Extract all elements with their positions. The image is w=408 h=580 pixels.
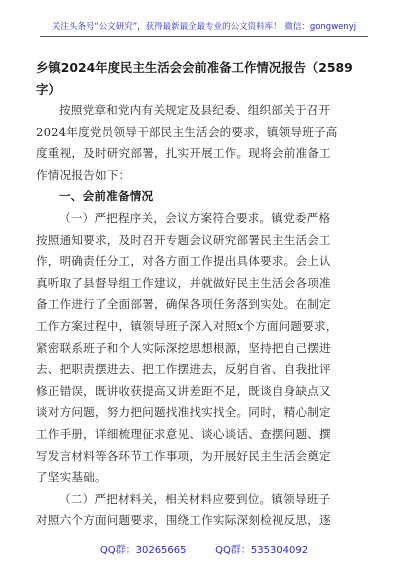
body-line: 备工作进行了全面部署，确保各项任务落到实处。在制定 <box>36 297 331 312</box>
body-line: 按照党章和党内有关规定及县纪委、组织部关于召开 <box>59 103 331 117</box>
section-heading: 一、会前准备情况 <box>59 189 154 204</box>
header-note: 关注头条号“公文研究”，获得最新最全最专业的公文资料库！ 微信：gongwenyj <box>51 22 357 32</box>
body-line: 工作方案过程中，镇领导班子深入对照x个方面问题要求， <box>36 318 338 333</box>
body-line: 按照通知要求，及时召开专题会议研究部署民主生活会工 <box>36 232 331 247</box>
footer-note <box>0 541 408 556</box>
body-line: 度重视，及时研究部署，扎实开展工作。现将会前准备工 <box>36 146 331 161</box>
body-line: 对照六个方面问题要求，围绕工作实际深刻检视反思，逐 <box>36 513 331 528</box>
body-line: 修正错误，既讲收获提高又讲差距不足，既谈自身缺点又 <box>36 383 331 398</box>
title-line-1: 乡镇2024年度民主生活会会前准备工作情况报告（2589 <box>36 60 353 75</box>
document-title <box>36 57 374 101</box>
qq-value-2: 535304092 <box>250 545 309 556</box>
title-line-2: 字） <box>36 82 61 97</box>
body-line: 真听取了县督导组工作建议，并就做好民主生活会各项准 <box>36 275 331 290</box>
body-line: 作，明确责任分工，对各方面工作提出具体要求。会上认 <box>36 254 331 269</box>
body-line: 工作手册，详细梳理征求意见、谈心谈话、查摆问题、撰 <box>36 426 331 441</box>
header-divider <box>40 36 368 37</box>
body-line: 写发言材料等各环节工作事项，为开展好民主生活会奠定 <box>36 448 331 463</box>
qq-label-1: QQ群： <box>99 545 136 556</box>
document-body <box>36 100 374 532</box>
body-line: （二）严把材料关，相关材料应要到位。镇领导班子 <box>59 491 331 506</box>
qq-label-2: QQ群： <box>215 545 251 556</box>
body-line: （一）严把程序关，会议方案符合要求。镇党委严格 <box>59 210 331 225</box>
body-line: 2024年度党员领导干部民主生活会的要求，镇领导班子高 <box>36 124 338 139</box>
body-line: 作情况报告如下： <box>36 167 131 182</box>
body-line: 了坚实基础。 <box>36 470 107 485</box>
body-line: 谈对方问题，努力把问题找准找实找全。同时，精心制定 <box>36 405 331 420</box>
body-line: 紧密联系班子和个人实际深挖思想根源，坚持把自己摆进 <box>36 340 331 355</box>
body-line: 去、把职责摆进去、把工作摆进去，反躬自省、自我批评 <box>36 362 331 377</box>
qq-value-1: 30265665 <box>135 545 187 556</box>
